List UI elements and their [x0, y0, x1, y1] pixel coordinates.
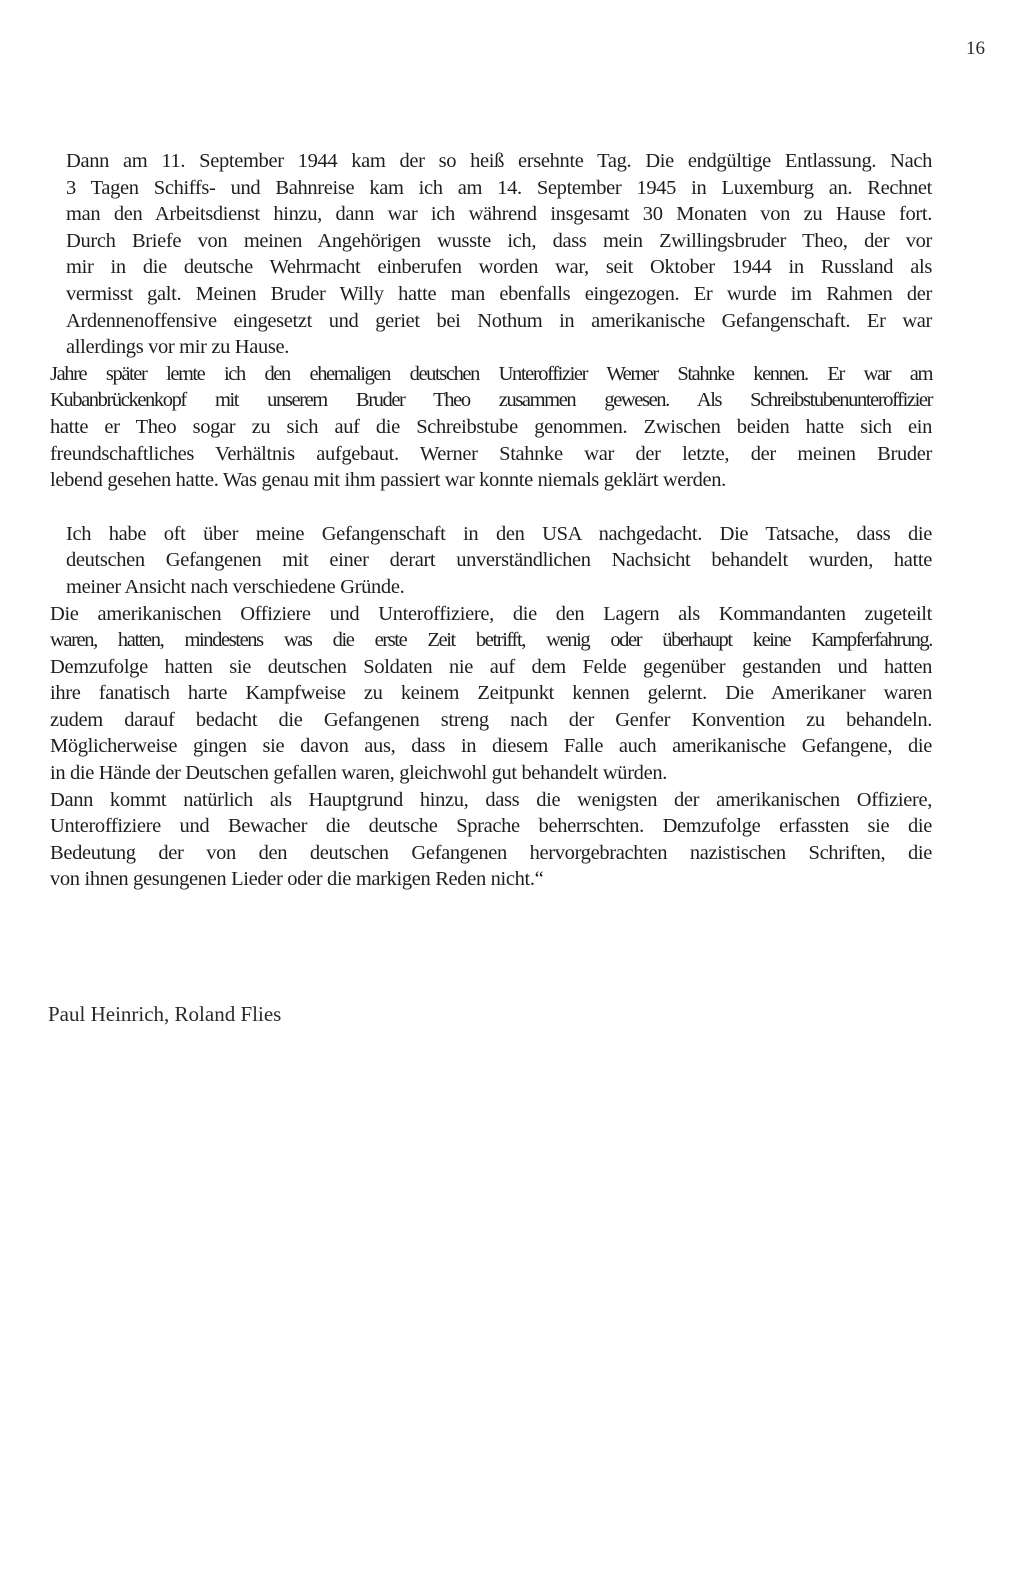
- page-number: 16: [966, 38, 985, 59]
- paragraph-werner-stahnke: [50, 361, 932, 494]
- text-line: meiner Ansicht nach verschiedene Gründe.: [66, 575, 405, 598]
- text-line: Jahre später lernte ich den ehemaligen deutschen Unteroffizier Werner Stahnke kennen. Er war am: [50, 362, 932, 385]
- text-line: Dann am 11. September 1944 kam der so heiß ersehnte Tag. Die endgültige Entlassung. Nach: [66, 150, 932, 172]
- author-signature: Paul Heinrich, Roland Flies: [48, 1002, 282, 1026]
- text-line: Ardennenoffensive eingesetzt und geriet bei Nothum in amerikanische Gefangenschaft. Er war: [66, 309, 932, 332]
- text-line: deutschen Gefangenen mit einer derart unverständlichen Nachsicht behandelt wurden, hatte: [66, 549, 932, 572]
- text-line: lebend gesehen hatte. Was genau mit ihm passiert war konnte niemals geklärt werden.: [50, 469, 726, 492]
- text-line: Unteroffiziere und Bewacher die deutsche Sprache beherrschten. Demzufolge erfassten sie die: [50, 815, 932, 838]
- paragraph-release: [50, 148, 932, 361]
- text-line: freundschaftliches Verhältnis aufgebaut. Werner Stahnke war der letzte, der meinen Bruder: [50, 442, 932, 465]
- document-body: [50, 148, 932, 893]
- paragraph-american-officers: [50, 601, 932, 787]
- text-line: mir in die deutsche Wehrmacht einberufen worden war, seit Oktober 1944 in Russland als: [66, 256, 932, 279]
- text-line: Kubanbrückenkopf mit unserem Bruder Theo zusammen gewesen. Als Schreibstubenunteroffizier: [50, 389, 932, 412]
- text-line: Ich habe oft über meine Gefangenschaft in den USA nachgedacht. Die Tatsache, dass die: [66, 522, 932, 545]
- paragraph-captivity-reflection: [50, 521, 932, 601]
- paragraph-language-barrier: [50, 787, 932, 893]
- text-line: ihre fanatisch harte Kampfweise zu keinem Zeitpunkt kennen gelernt. Die Amerikaner waren: [50, 682, 932, 705]
- text-line: 3 Tagen Schiffs- und Bahnreise kam ich am 14. September 1945 in Luxemburg an. Rechnet: [66, 176, 932, 199]
- text-line: hatte er Theo sogar zu sich auf die Schreibstube genommen. Zwischen beiden hatte sich ein: [50, 415, 932, 438]
- text-line: Möglicherweise gingen sie davon aus, dass in diesem Falle auch amerikanische Gefangene, die: [50, 735, 932, 758]
- text-line: Bedeutung der von den deutschen Gefangenen hervorgebrachten nazistischen Schriften, die: [50, 841, 932, 864]
- text-line: allerdings vor mir zu Hause.: [66, 336, 290, 359]
- text-line: Dann kommt natürlich als Hauptgrund hinzu, dass die wenigsten der amerikanischen Offiziere,: [50, 788, 932, 811]
- text-line: vermisst galt. Meinen Bruder Willy hatte man ebenfalls eingezogen. Er wurde im Rahmen der: [66, 282, 932, 305]
- text-line: man den Arbeitsdienst hinzu, dann war ich während insgesamt 30 Monaten von zu Hause fort.: [66, 203, 932, 226]
- text-line: in die Hände der Deutschen gefallen waren, gleichwohl gut behandelt würden.: [50, 762, 667, 785]
- text-line: Demzufolge hatten sie deutschen Soldaten nie auf dem Felde gegenüber gestanden und hatten: [50, 655, 932, 678]
- text-line: waren, hatten, mindestens was die erste Zeit betrifft, wenig oder überhaupt keine Kampferfahrung.: [50, 629, 932, 652]
- text-line: Durch Briefe von meinen Angehörigen wusste ich, dass mein Zwillingsbruder Theo, der vor: [66, 229, 932, 252]
- text-line: von ihnen gesungenen Lieder oder die markigen Reden nicht.“: [50, 868, 544, 891]
- text-line: Die amerikanischen Offiziere und Unteroffiziere, die den Lagern als Kommandanten zugeteilt: [50, 602, 932, 625]
- text-line: zudem darauf bedacht die Gefangenen streng nach der Genfer Konvention zu behandeln.: [50, 708, 932, 731]
